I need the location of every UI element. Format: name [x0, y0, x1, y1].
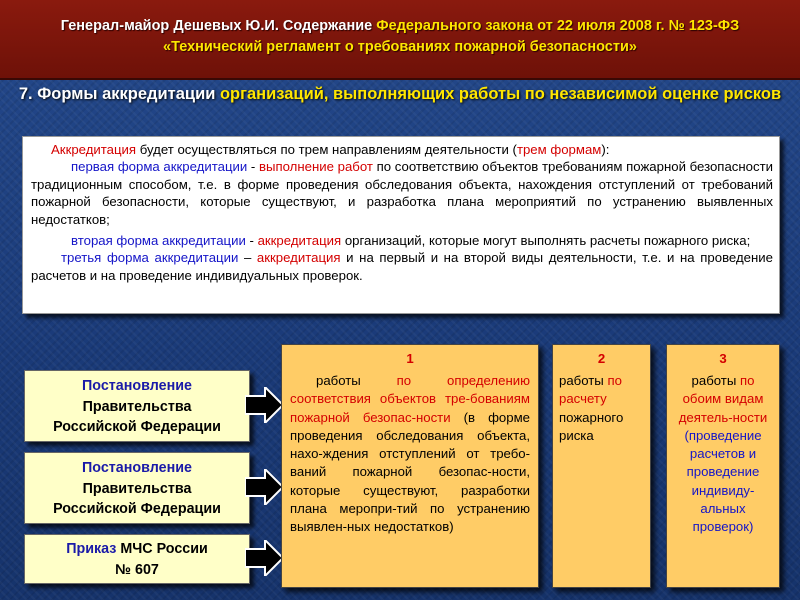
section-title-part2: организаций, выполняющих работы по независимой оценке рисков — [219, 85, 782, 103]
form-2-number: 2 — [597, 351, 606, 366]
intro-paragraph-4: третья форма аккредитации – аккредитация и на первый и на второй виды деятельности, т.е. и на проведение расчетов и на проведение индивидуальных проверок. — [31, 250, 773, 283]
intro-paragraph-3: вторая форма аккредитации - аккредитация организаций, которые могут выполнять расчеты пожарного риска; — [71, 233, 751, 249]
intro-text-box — [22, 136, 780, 314]
slide-header — [0, 0, 800, 80]
section-title-part1: 7. Формы аккредитации — [18, 85, 220, 103]
section-title — [0, 83, 800, 105]
form-3-text: работы по обоим видам деятель-ности (проведение расчетов и проведение индивиду-альных проверок) — [678, 373, 768, 535]
basis-box-3: Приказ МЧС России № 607 — [24, 534, 250, 584]
arrow-right-icon — [245, 387, 283, 423]
arrow-right-icon — [245, 469, 283, 505]
form-1-box — [281, 344, 539, 588]
form-3-box — [666, 344, 780, 588]
form-3-number: 3 — [719, 351, 727, 366]
arrow-right-icon — [245, 540, 283, 576]
header-law-title: Федерального закона от 22 июля 2008 г. № 123-ФЗ «Технический регламент о требованиях пожарной безопасности» — [163, 18, 740, 55]
form-2-text: работы по расчету пожарного риска — [559, 373, 624, 443]
basis-box-1: Постановление Правительства Российской Федерации — [24, 370, 250, 442]
form-2-box — [552, 344, 651, 588]
form-1-text: работы по определению соответствия объектов тре-бованиям пожарной безопас-ности (в форме проведения обследования объекта, нахо-ждения отступлений от требо-ваний пожарной безопас-ности, которые существуют, разработки плана меропри-тий по устранению выявлен-ных недостатков) — [290, 373, 531, 535]
intro-paragraph-2: первая форма аккредитации - выполнение работ по соответствию объектов требованиям пожарной безопасности традиционным способом, т.е. в форме проведения обследования объекта, нахождения отступлений от требований пожарной безопасности, которые существуют, и разработка плана мероприятий по устранению выявленных недостатков; — [31, 159, 773, 227]
intro-paragraph-1: Аккредитация будет осуществляться по трем направлениям деятельности (трем формам): — [51, 142, 610, 157]
basis-box-2: Постановление Правительства Российской Федерации — [24, 452, 250, 524]
form-1-number: 1 — [406, 351, 414, 366]
header-author: Генерал-майор Дешевых Ю.И. Содержание — [60, 18, 377, 34]
